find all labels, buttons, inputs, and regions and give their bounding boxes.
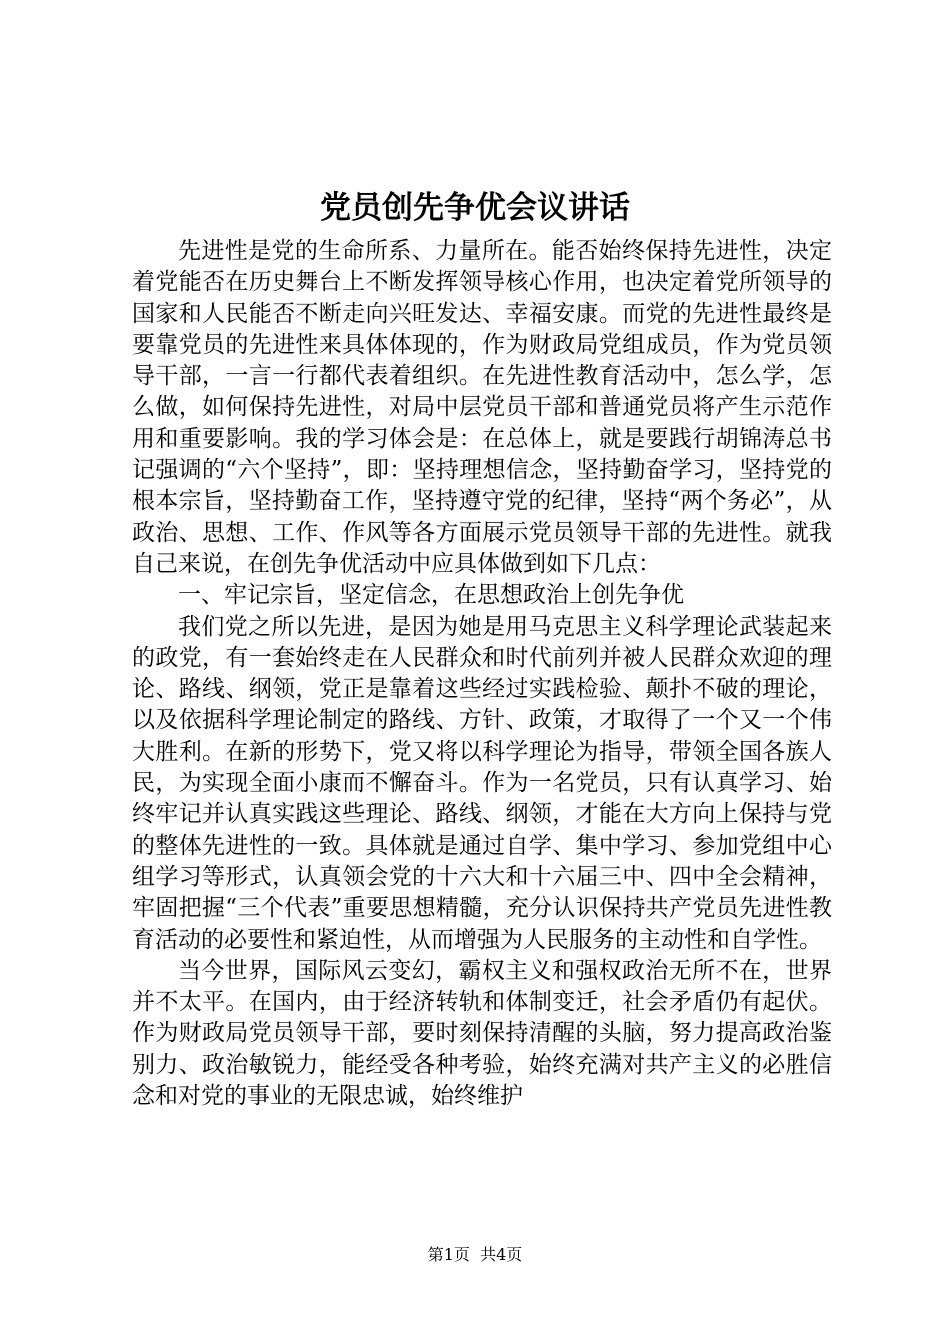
paragraph-intro: 先进性是党的生命所系、力量所在。能否始终保持先进性，决定着党能否在历史舞台上不断发挥领导核心作用，也决定着党所领导的国家和人民能否不断走向兴旺发达、幸福安康。而党的先进性最终是要靠党员的先进性来具体体现的，作为财政局党组成员，作为党员领导干部，一言一行都代表着组织。在先进性教育活动中，怎么学，怎么做，如何保持先进性，对局中层党员干部和普通党员将产生示范作用和重要影响。我的学习体会是：在总体上，就是要践行胡锦涛总书记强调的“六个坚持”，即：坚持理想信念，坚持勤奋学习，坚持党的根本宗旨，坚持勤奋工作，坚持遵守党的纪律，坚持“两个务必”，从政治、思想、工作、作风等各方面展示党员领导干部的先进性。就我自己来说，在创先争优活动中应具体做到如下几点： [132, 238, 832, 577]
page-number: 第1页 [427, 1245, 470, 1264]
section-heading-1: 一、牢记宗旨，坚定信念，在思想政治上创先争优 [178, 582, 684, 609]
page-footer [0, 1243, 950, 1267]
paragraph-world: 当今世界，国际风云变幻，霸权主义和强权政治无所不在，世界并不太平。在国内，由于经济转轨和体制变迁，社会矛盾仍有起伏。作为财政局党员领导干部，要时刻保持清醒的头脑，努力提高政治鉴别力、政治敏锐力，能经受各种考验，始终充满对共产主义的必胜信念和对党的事业的无限忠诚，始终维护 [132, 957, 832, 1110]
page-total: 共4页 [480, 1245, 523, 1264]
document-body [132, 236, 832, 1112]
paragraph-theory: 我们党之所以先进，是因为她是用马克思主义科学理论武装起来的政党，有一套始终走在人民群众和时代前列并被人民群众欢迎的理论、路线、纲领，党正是靠着这些经过实践检验、颠扑不破的理论，以及依据科学理论制定的路线、方针、政策，才取得了一个又一个伟大胜利。在新的形势下，党又将以科学理论为指导，带领全国各族人民，为实现全面小康而不懈奋斗。作为一名党员，只有认真学习、始终牢记并认真实践这些理论、路线、纲领，才能在大方向上保持与党的整体先进性的一致。具体就是通过自学、集中学习、参加党组中心组学习等形式，认真领会党的十六大和十六届三中、四中全会精神，牢固把握“三个代表”重要思想精髓，充分认识保持共产党员先进性教育活动的必要性和紧迫性，从而增强为人民服务的主动性和自学性。 [132, 613, 832, 953]
document-title: 党员创先争优会议讲话 [320, 190, 630, 226]
